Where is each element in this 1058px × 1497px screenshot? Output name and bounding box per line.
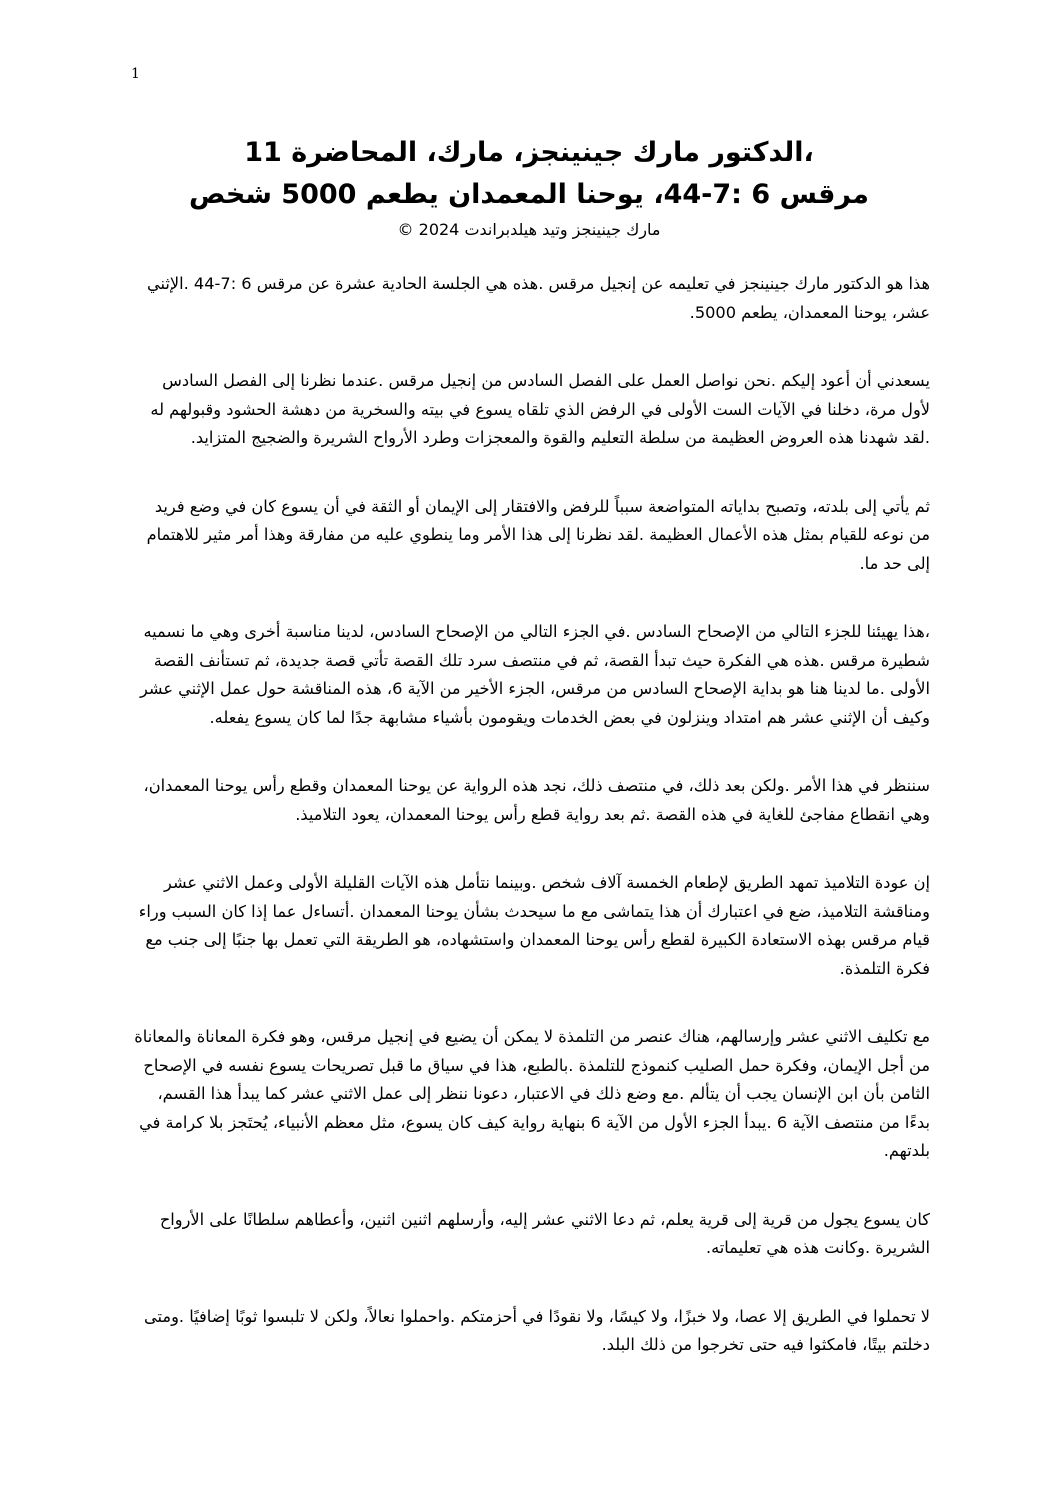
document-body: [132, 270, 930, 1400]
paragraph-1: هذا هو الدكتور مارك جينينجز في تعليمه عن إنجيل مرقس .هذه هي الجلسة الحادية عشرة عن مرقس 6 :7-44 .الإثني عشر، يوحنا المعمدان، يطعم 5000.: [147, 274, 930, 322]
paragraph-9: لا تحملوا في الطريق إلا عصا، ولا خبزًا، ولا كيسًا، ولا نقودًا في أحزمتكم .واحملوا نعالاً، ولكن لا تلبسوا ثوبًا إضافيًا .ومتى دخلتم بيتًا، فامكثوا فيه حتى تخرجوا من ذلك البلد.: [144, 1306, 930, 1354]
title-line-1: ،الدكتور مارك جينينجز، مارك، المحاضرة 11: [244, 137, 814, 168]
paragraph-7: مع تكليف الاثني عشر وإرسالهم، هناك عنصر من التلمذة لا يمكن أن يضيع في إنجيل مرقس، وهو فكرة المعاناة والمعاناة من أجل الإيمان، وفكرة حمل الصليب كنموذج للتلمذة .بالطبع، هذا في سياق ما قبل تصريحات يسوع نفسه في الإصحاح الثامن بأن ابن الإنسان يجب أن يتألم .مع وضع ذلك في الاعتبار، دعونا ننظر إلى عمل الاثني عشر كما يبدأ هذا القسم، بدءًا من منتصف الآية 6 .يبدأ الجزء الأول من الآية 6 بنهاية رواية كيف كان يسوع، مثل معظم الأنبياء، يُحتَجز بلا كرامة في بلدتهم.: [134, 1027, 930, 1160]
page-number: 1: [131, 66, 140, 82]
document-header: [120, 132, 938, 240]
paragraph-2: يسعدني أن أعود إليكم .نحن نواصل العمل على الفصل السادس من إنجيل مرقس .عندما نظرنا إلى الفصل السادس لأول مرة، دخلنا في الآيات الست الأولى في الرفض الذي تلقاه يسوع في بيته والسخرية من دهشة الحشود وقبولهم له .لقد شهدنا هذه العروض العظيمة من سلطة التعليم والقوة والمعجزات وطرد الأرواح الشريرة والضجيج المتزايد.: [150, 371, 930, 447]
paragraph-5: سننظر في هذا الأمر .ولكن بعد ذلك، في منتصف ذلك، نجد هذه الرواية عن يوحنا المعمدان وقطع رأس يوحنا المعمدان، وهي انقطاع مفاجئ للغاية في هذه القصة .ثم بعد رواية قطع رأس يوحنا المعمدان، يعود التلاميذ.: [143, 776, 930, 824]
title-line-2: مرقس 6 :7-44، يوحنا المعمدان يطعم 5000 شخص: [189, 179, 869, 210]
paragraph-3: ثم يأتي إلى بلدته، وتصبح بداياته المتواضعة سبباً للرفض والافتقار إلى الإيمان أو الثقة في أن يسوع كان في وضع فريد من نوعه للقيام بمثل هذه الأعمال العظيمة .لقد نظرنا إلى هذا الأمر وما ينطوي عليه من مفارقة وهذا أمر مثير للاهتمام إلى حد ما.: [146, 496, 930, 573]
paragraph-6: إن عودة التلاميذ تمهد الطريق لإطعام الخمسة آلاف شخص .وبينما نتأمل هذه الآيات القليلة الأولى وعمل الاثني عشر ومناقشة التلاميذ، ضع في اعتبارك أن هذا يتماشى مع ما سيحدث بشأن يوحنا المعمدان .أتساءل عما إذا كان السبب وراء قيام مرقس بهذه الاستعادة الكبيرة لقطع رأس يوحنا المعمدان واستشهاده، هو الطريقة التي تعمل بها جنبًا إلى جنب مع فكرة التلمذة.: [138, 873, 930, 978]
paragraph-8: كان يسوع يجول من قرية إلى قرية يعلم، ثم دعا الاثني عشر إليه، وأرسلهم اثنين اثنين، وأعطاهم سلطانًا على الأرواح الشريرة .وكانت هذه هي تعليماته.: [159, 1209, 930, 1257]
paragraph-4: ،هذا يهيئنا للجزء التالي من الإصحاح السادس .في الجزء التالي من الإصحاح السادس، لدينا مناسبة أخرى وهي ما نسميه شطيرة مرقس .هذه هي الفكرة حيث تبدأ القصة، ثم في منتصف سرد تلك القصة تأتي قصة جديدة، ثم تستأنف القصة الأولى .ما لدينا هنا هو بداية الإصحاح السادس من مرقس، الجزء الأخير من الآية 6، هذه المناقشة حول عمل الإثني عشر وكيف أن الإثني عشر هم امتداد وينزلون في بعض الخدمات ويقومون بأشياء مشابهة جدًا لما كان يسوع يفعله.: [139, 622, 930, 727]
copyright-notice: مارك جينينجز وتيد هيلدبراندت 2024 ©: [397, 220, 661, 239]
